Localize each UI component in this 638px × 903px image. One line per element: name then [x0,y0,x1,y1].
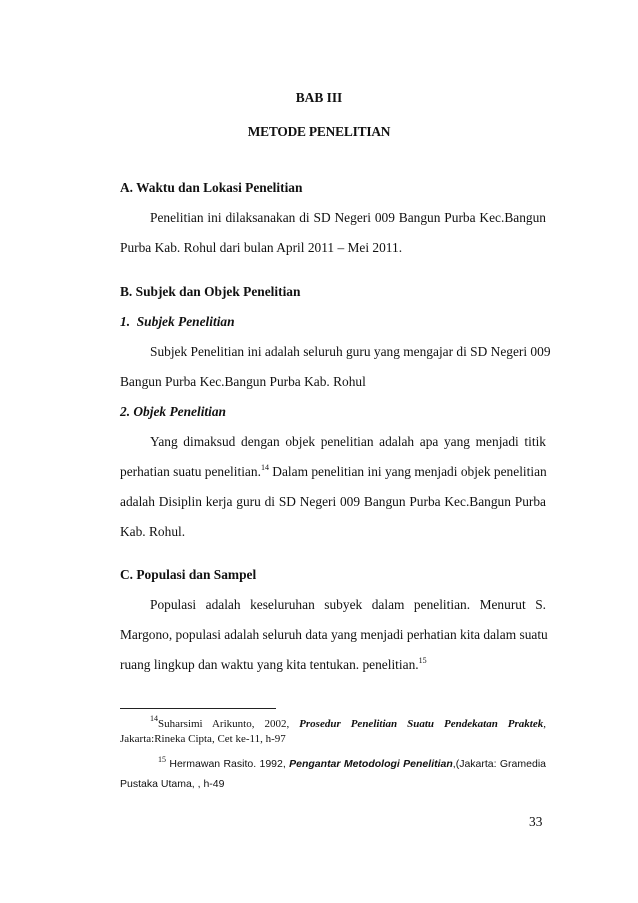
footnote-14-line-2: Jakarta:Rineka Cipta, Cet ke-11, h-97 [120,733,286,745]
objek-line-2-text-b: Dalam penelitian ini yang menjadi objek penelitian [268,464,547,479]
section-a-heading: A. Waktu dan Lokasi Penelitian [120,180,303,195]
section-c-heading: C. Populasi dan Sampel [120,567,257,582]
footnote-14-line-1 [150,714,546,730]
footnote-15-book-title: Pengantar Metodologi Penelitian [289,758,453,770]
page-number: 33 [529,814,543,829]
section-c-line-3-text: ruang lingkup dan waktu yang kita tentukan. penelitian. [120,657,419,672]
footnote-15-line-2: Pustaka Utama, , h-49 [120,778,225,790]
section-c-line-3 [120,657,427,673]
chapter-label: BAB III [295,90,343,105]
section-a-line-2: Purba Kab. Rohul dari bulan April 2011 – Mei 2011. [120,240,403,255]
subjek-line-1: Subjek Penelitian ini adalah seluruh guru yang mengajar di SD Negeri 009 [150,344,551,359]
subjek-line-2: Bangun Purba Kec.Bangun Purba Kab. Rohul [120,374,366,389]
objek-line-2 [120,464,546,480]
footnote-14-book-title: Prosedur Penelitian Suatu Pendekatan Praktek [299,718,544,730]
footnote-ref-14: 14 [260,462,269,472]
subsection-objek-heading: 2. Objek Penelitian [120,404,227,419]
footnote-15-text: Hermawan Rasito. 1992, [169,758,290,770]
objek-line-3: adalah Disiplin kerja guru di SD Negeri 009 Bangun Purba Kec.Bangun Purba [120,494,546,509]
section-c-line-1: Populasi adalah keseluruhan subyek dalam penelitian. Menurut S. [150,597,546,612]
section-c-line-2: Margono, populasi adalah seluruh data yang menjadi perhatian kita dalam suatu [120,627,548,642]
footnote-15-number: 15 [158,754,166,764]
footnote-ref-15: 15 [418,655,427,665]
footnote-14-number: 14 [150,714,158,724]
objek-line-2-text-a: perhatian suatu penelitian. [120,464,261,479]
section-b-heading: B. Subjek dan Objek Penelitian [120,284,301,299]
objek-line-1: Yang dimaksud dengan objek penelitian adalah apa yang menjadi titik [150,434,546,449]
footnote-15-line-1 [158,754,546,770]
objek-line-4: Kab. Rohul. [120,524,186,539]
footnote-separator [120,708,276,709]
footnote-15-text-b: ,(Jakarta: Gramedia [452,758,546,770]
subsection-subjek-heading: 1. Subjek Penelitian [120,314,235,329]
chapter-title: METODE PENELITIAN [247,124,391,139]
section-a-line-1: Penelitian ini dilaksanakan di SD Negeri 009 Bangun Purba Kec.Bangun [150,210,546,225]
footnote-14-text: Suharsimi Arikunto, 2002, [158,718,300,730]
footnote-14-comma: , [543,718,546,730]
